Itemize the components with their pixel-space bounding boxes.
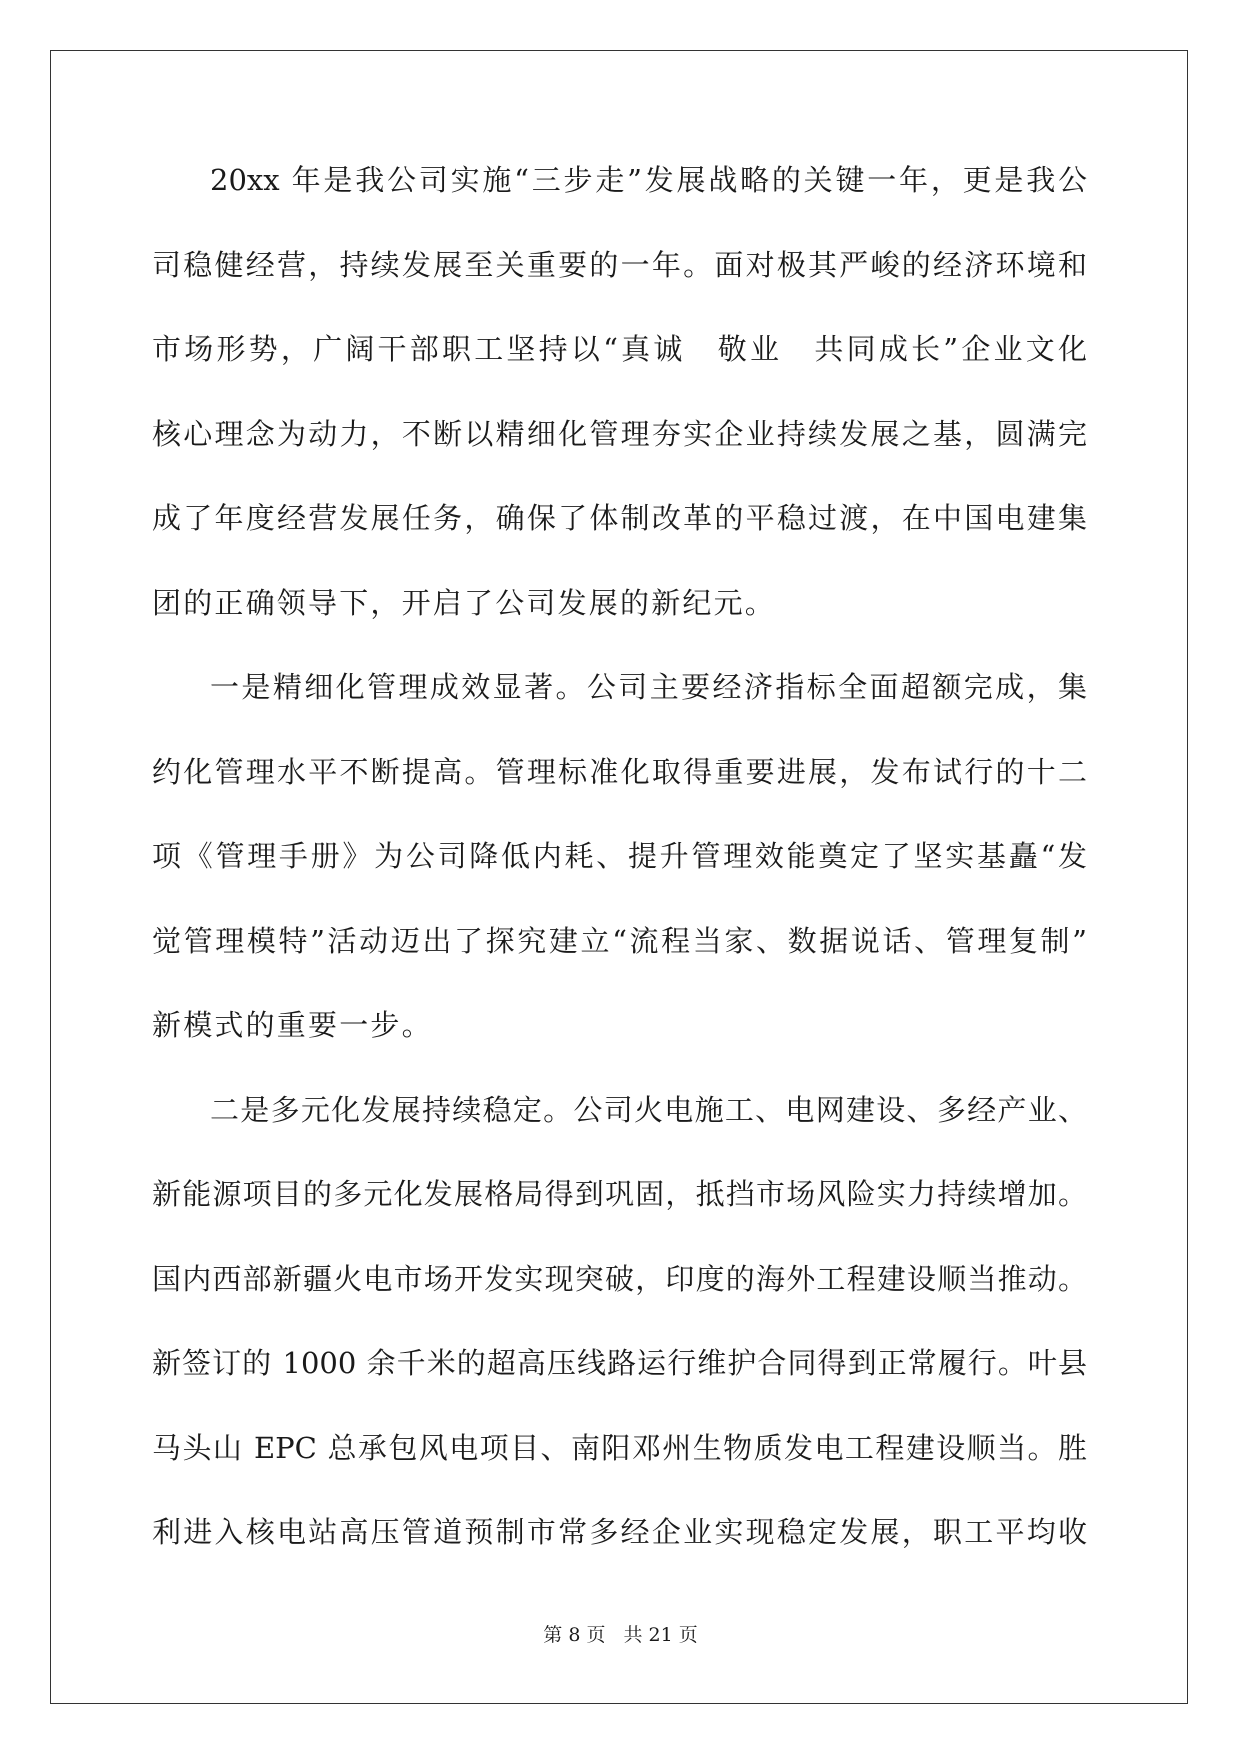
- text-line: 新签订的 1000 余千米的超高压线路运行维护合同得到正常履行。叶县: [152, 1346, 1087, 1380]
- text-line: 马头山 EPC 总承包风电项目、南阳邓州生物质发电工程建设顺当。胜: [152, 1430, 1087, 1465]
- text-line: 核心理念为动力，不断以精细化管理夯实企业持续发展之基，圆满完: [152, 416, 1087, 451]
- paragraph-3: [152, 1090, 1087, 1597]
- text-line: 市场形势，广阔干部职工坚持以“真诚 敬业 共同成长”企业文化: [152, 332, 1087, 366]
- text-line: 20xx 年是我公司实施“三步走”发展战略的关键一年，更是我公: [210, 163, 1087, 197]
- page-total: 共 21 页: [623, 1624, 698, 1646]
- text-line: 司稳健经营，持续发展至关重要的一年。面对极其严峻的经济环境和: [152, 247, 1087, 282]
- text-line: 项《管理手册》为公司降低内耗、提升管理效能奠定了坚实基矗“发: [152, 839, 1087, 873]
- text-line: 新能源项目的多元化发展格局得到巩固，抵挡市场风险实力持续增加。: [152, 1177, 1087, 1211]
- text-line: 新模式的重要一步。: [152, 1008, 433, 1042]
- text-line: 觉管理模特”活动迈出了探究建立“流程当家、数据说话、管理复制”: [152, 923, 1087, 958]
- page-number: 第 8 页: [543, 1624, 606, 1646]
- text-line: 利进入核电站高压管道预制市常多经企业实现稳定发展，职工平均收: [152, 1515, 1087, 1549]
- text-line: 成了年度经营发展任务，确保了体制改革的平稳过渡，在中国电建集: [152, 501, 1087, 535]
- text-line: 一是精细化管理成效显著。公司主要经济指标全面超额完成，集: [210, 670, 1087, 704]
- text-line: 团的正确领导下，开启了公司发展的新纪元。: [152, 585, 777, 620]
- text-line: 国内西部新疆火电市场开发实现突破，印度的海外工程建设顺当推动。: [152, 1261, 1087, 1296]
- page-footer: [0, 1620, 1241, 1647]
- paragraph-1: [152, 160, 1087, 667]
- paragraph-2: [152, 667, 1087, 1090]
- text-line: 二是多元化发展持续稳定。公司火电施工、电网建设、多经产业、: [210, 1092, 1087, 1127]
- text-line: 约化管理水平不断提高。管理标准化取得重要进展，发布试行的十二: [152, 754, 1087, 789]
- document-body: [152, 160, 1087, 1597]
